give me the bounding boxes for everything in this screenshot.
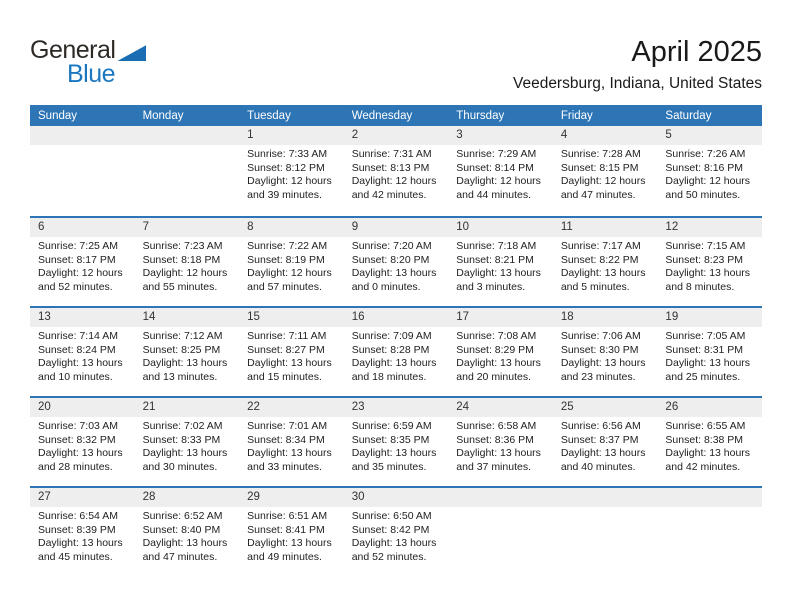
day-cell-empty: [553, 488, 658, 576]
day-cell-29: [239, 488, 344, 576]
sunset-text: Sunset: 8:17 PM: [38, 253, 116, 266]
day-header-thursday: Thursday: [456, 109, 505, 122]
day-number: 29: [239, 488, 344, 507]
day-number: 15: [239, 308, 344, 327]
day-number: 2: [344, 126, 449, 145]
day-number: 12: [657, 218, 762, 237]
sunset-text: Sunset: 8:13 PM: [351, 161, 430, 174]
daylight-text-line2: and 35 minutes.: [351, 460, 427, 473]
daylight-text-line2: and 42 minutes.: [665, 460, 741, 473]
daylight-text: Daylight: 13 hours: [247, 537, 332, 550]
sunset-text: Sunset: 8:28 PM: [351, 343, 430, 356]
sunrise-text: Sunrise: 7:05 AM: [665, 330, 746, 342]
day-cell-25: [553, 398, 658, 486]
sunset-text: Sunset: 8:15 PM: [560, 161, 639, 174]
daylight-text: Daylight: 13 hours: [351, 357, 437, 370]
sunrise-text: Sunrise: 7:02 AM: [142, 420, 223, 432]
daylight-text-line2: and 47 minutes.: [142, 550, 218, 563]
sunset-text: Sunset: 8:32 PM: [38, 433, 116, 446]
daylight-text: Daylight: 12 hours: [38, 267, 123, 280]
logo-text-general: General: [30, 36, 116, 64]
sunrise-text: Sunrise: 6:54 AM: [38, 510, 118, 522]
day-details: [135, 507, 240, 564]
day-details: [553, 327, 658, 384]
daylight-text: Daylight: 13 hours: [456, 447, 541, 460]
day-number: 7: [135, 218, 240, 237]
day-cell-empty: [135, 126, 240, 216]
day-cell-6: [30, 218, 135, 306]
daylight-text-line2: and 0 minutes.: [351, 280, 421, 293]
sunrise-text: Sunrise: 7:08 AM: [456, 330, 537, 342]
day-cell-28: [135, 488, 240, 576]
sunset-text: Sunset: 8:31 PM: [665, 343, 744, 356]
daylight-text-line2: and 23 minutes.: [560, 370, 636, 383]
day-details: [657, 327, 762, 384]
sunset-text: Sunset: 8:22 PM: [560, 253, 639, 266]
daylight-text: Daylight: 13 hours: [247, 447, 332, 460]
day-cell-13: [30, 308, 135, 396]
daylight-text-line2: and 57 minutes.: [247, 280, 322, 293]
day-cell-empty: [30, 126, 135, 216]
sunset-text: Sunset: 8:42 PM: [351, 523, 430, 536]
day-number: 23: [344, 398, 449, 417]
day-details: [30, 145, 135, 148]
sunrise-text: Sunrise: 6:56 AM: [560, 420, 641, 432]
day-number: 10: [448, 218, 553, 237]
day-cell-20: [30, 398, 135, 486]
day-details: [344, 145, 449, 202]
sunrise-text: Sunrise: 6:51 AM: [247, 510, 328, 522]
daylight-text: Daylight: 13 hours: [665, 447, 751, 460]
sunrise-text: Sunrise: 7:18 AM: [456, 240, 537, 252]
week-row: [30, 126, 762, 216]
day-details: [657, 145, 762, 202]
logo-triangle-icon: [117, 45, 146, 61]
sunrise-text: Sunrise: 6:55 AM: [665, 420, 746, 432]
sunset-text: Sunset: 8:29 PM: [456, 343, 534, 356]
day-cell-17: [448, 308, 553, 396]
day-details: [448, 327, 553, 384]
day-header-sunday: Sunday: [38, 109, 78, 122]
daylight-text-line2: and 37 minutes.: [456, 460, 531, 473]
daylight-text-line2: and 20 minutes.: [456, 370, 531, 383]
day-details: [553, 145, 658, 202]
sunrise-text: Sunrise: 7:12 AM: [142, 330, 223, 342]
sunset-text: Sunset: 8:16 PM: [665, 161, 744, 174]
day-number: 28: [135, 488, 240, 507]
sunset-text: Sunset: 8:23 PM: [665, 253, 744, 266]
sunset-text: Sunset: 8:20 PM: [351, 253, 430, 266]
day-details: [553, 237, 658, 294]
day-details: [135, 327, 240, 384]
day-details: [30, 417, 135, 474]
day-cell-5: [657, 126, 762, 216]
page-subtitle: Veedersburg, Indiana, United States: [512, 75, 762, 92]
day-number: 20: [30, 398, 135, 417]
day-details: [239, 507, 344, 564]
day-cell-24: [448, 398, 553, 486]
day-cell-19: [657, 308, 762, 396]
daylight-text-line2: and 52 minutes.: [38, 280, 113, 293]
daylight-text: Daylight: 13 hours: [665, 357, 751, 370]
sunrise-text: Sunrise: 7:28 AM: [560, 148, 641, 160]
title-block: [513, 36, 762, 93]
sunset-text: Sunset: 8:36 PM: [456, 433, 534, 446]
daylight-text: Daylight: 13 hours: [351, 267, 437, 280]
day-number: [135, 126, 240, 145]
sunset-text: Sunset: 8:24 PM: [38, 343, 116, 356]
sunrise-text: Sunrise: 6:50 AM: [351, 510, 432, 522]
day-number: 9: [344, 218, 449, 237]
day-details: [30, 327, 135, 384]
day-details: [553, 417, 658, 474]
day-cell-23: [344, 398, 449, 486]
daylight-text: Daylight: 13 hours: [38, 537, 123, 550]
sunrise-text: Sunrise: 6:58 AM: [456, 420, 537, 432]
sunset-text: Sunset: 8:38 PM: [665, 433, 744, 446]
sunrise-text: Sunrise: 7:11 AM: [247, 330, 327, 342]
sunset-text: Sunset: 8:40 PM: [142, 523, 221, 536]
sunrise-text: Sunrise: 7:06 AM: [560, 330, 641, 342]
daylight-text-line2: and 45 minutes.: [38, 550, 113, 563]
day-cell-3: [448, 126, 553, 216]
day-cell-30: [344, 488, 449, 576]
day-cell-22: [239, 398, 344, 486]
daylight-text-line2: and 30 minutes.: [142, 460, 218, 473]
sunset-text: Sunset: 8:14 PM: [456, 161, 534, 174]
day-header-monday: Monday: [142, 109, 184, 122]
daylight-text-line2: and 8 minutes.: [665, 280, 735, 293]
day-details: [448, 417, 553, 474]
day-cell-9: [344, 218, 449, 306]
daylight-text: Daylight: 13 hours: [456, 357, 541, 370]
day-cell-empty: [448, 488, 553, 576]
day-cell-1: [239, 126, 344, 216]
day-details: [344, 417, 449, 474]
sunset-text: Sunset: 8:19 PM: [247, 253, 325, 266]
calendar: [30, 105, 762, 576]
day-cell-2: [344, 126, 449, 216]
day-details: [344, 237, 449, 294]
day-number: 27: [30, 488, 135, 507]
day-number: 25: [553, 398, 658, 417]
day-details: [239, 237, 344, 294]
day-header-saturday: Saturday: [665, 109, 712, 122]
day-number: [30, 126, 135, 145]
sunrise-text: Sunrise: 7:03 AM: [38, 420, 118, 432]
day-header-friday: Friday: [560, 109, 593, 122]
daylight-text-line2: and 52 minutes.: [351, 550, 427, 563]
day-details: [448, 507, 553, 510]
sunrise-text: Sunrise: 7:31 AM: [351, 148, 432, 160]
day-details: [30, 507, 135, 564]
day-number: [553, 488, 658, 507]
daylight-text-line2: and 42 minutes.: [351, 188, 427, 201]
daylight-text-line2: and 3 minutes.: [456, 280, 526, 293]
sunset-text: Sunset: 8:41 PM: [247, 523, 325, 536]
day-details: [553, 507, 658, 510]
day-details: [448, 145, 553, 202]
day-number: 8: [239, 218, 344, 237]
day-number: 26: [657, 398, 762, 417]
day-cell-16: [344, 308, 449, 396]
sunset-text: Sunset: 8:34 PM: [247, 433, 325, 446]
week-row: [30, 486, 762, 576]
week-row: [30, 306, 762, 396]
sunrise-text: Sunrise: 7:23 AM: [142, 240, 223, 252]
day-details: [239, 417, 344, 474]
day-cell-10: [448, 218, 553, 306]
daylight-text: Daylight: 13 hours: [351, 537, 437, 550]
daylight-text-line2: and 13 minutes.: [142, 370, 218, 383]
day-cell-12: [657, 218, 762, 306]
page-title: April 2025: [631, 36, 762, 68]
logo-text-blue: Blue: [67, 60, 116, 88]
day-cell-4: [553, 126, 658, 216]
day-cell-8: [239, 218, 344, 306]
sunrise-text: Sunrise: 7:26 AM: [665, 148, 746, 160]
day-number: [448, 488, 553, 507]
daylight-text-line2: and 44 minutes.: [456, 188, 531, 201]
sunrise-text: Sunrise: 7:17 AM: [560, 240, 641, 252]
sunrise-text: Sunrise: 7:15 AM: [665, 240, 746, 252]
daylight-text-line2: and 40 minutes.: [560, 460, 636, 473]
day-number: 3: [448, 126, 553, 145]
daylight-text: Daylight: 13 hours: [142, 357, 228, 370]
daylight-text: Daylight: 13 hours: [38, 357, 123, 370]
daylight-text-line2: and 15 minutes.: [247, 370, 322, 383]
day-details: [30, 237, 135, 294]
day-cell-26: [657, 398, 762, 486]
daylight-text-line2: and 33 minutes.: [247, 460, 322, 473]
sunrise-text: Sunrise: 7:14 AM: [38, 330, 118, 342]
sunset-text: Sunset: 8:35 PM: [351, 433, 430, 446]
sunrise-text: Sunrise: 7:09 AM: [351, 330, 432, 342]
sunrise-text: Sunrise: 6:52 AM: [142, 510, 223, 522]
daylight-text-line2: and 5 minutes.: [560, 280, 630, 293]
calendar-weeks: [30, 126, 762, 576]
day-number: 1: [239, 126, 344, 145]
week-row: [30, 216, 762, 306]
sunset-text: Sunset: 8:30 PM: [560, 343, 639, 356]
day-cell-7: [135, 218, 240, 306]
day-number: 6: [30, 218, 135, 237]
day-cell-11: [553, 218, 658, 306]
daylight-text: Daylight: 12 hours: [456, 175, 541, 188]
day-number: 11: [553, 218, 658, 237]
daylight-text-line2: and 28 minutes.: [38, 460, 113, 473]
daylight-text: Daylight: 13 hours: [142, 537, 228, 550]
day-cell-27: [30, 488, 135, 576]
sunset-text: Sunset: 8:33 PM: [142, 433, 221, 446]
daylight-text: Daylight: 12 hours: [560, 175, 646, 188]
daylight-text-line2: and 10 minutes.: [38, 370, 113, 383]
sunset-text: Sunset: 8:27 PM: [247, 343, 325, 356]
day-cell-21: [135, 398, 240, 486]
day-number: 5: [657, 126, 762, 145]
day-number: 17: [448, 308, 553, 327]
day-details: [657, 237, 762, 294]
sunrise-text: Sunrise: 7:25 AM: [38, 240, 118, 252]
day-details: [448, 237, 553, 294]
day-details: [344, 327, 449, 384]
daylight-text: Daylight: 13 hours: [142, 447, 228, 460]
day-details: [657, 417, 762, 474]
day-number: 13: [30, 308, 135, 327]
day-cell-18: [553, 308, 658, 396]
day-details: [135, 237, 240, 294]
day-details: [135, 145, 240, 148]
daylight-text: Daylight: 12 hours: [351, 175, 437, 188]
day-details: [344, 507, 449, 564]
sunrise-text: Sunrise: 7:20 AM: [351, 240, 432, 252]
day-number: 22: [239, 398, 344, 417]
day-details: [239, 145, 344, 202]
sunset-text: Sunset: 8:12 PM: [247, 161, 325, 174]
sunrise-text: Sunrise: 7:22 AM: [247, 240, 328, 252]
daylight-text: Daylight: 13 hours: [560, 357, 646, 370]
daylight-text: Daylight: 12 hours: [665, 175, 751, 188]
daylight-text: Daylight: 13 hours: [247, 357, 332, 370]
daylight-text: Daylight: 13 hours: [560, 267, 646, 280]
sunset-text: Sunset: 8:39 PM: [38, 523, 116, 536]
daylight-text-line2: and 25 minutes.: [665, 370, 741, 383]
day-header-tuesday: Tuesday: [247, 109, 291, 122]
daylight-text-line2: and 50 minutes.: [665, 188, 741, 201]
daylight-text: Daylight: 13 hours: [38, 447, 123, 460]
sunset-text: Sunset: 8:18 PM: [142, 253, 221, 266]
day-details: [239, 327, 344, 384]
daylight-text: Daylight: 13 hours: [665, 267, 751, 280]
day-cell-14: [135, 308, 240, 396]
daylight-text: Daylight: 12 hours: [142, 267, 228, 280]
sunrise-text: Sunrise: 7:33 AM: [247, 148, 328, 160]
daylight-text: Daylight: 13 hours: [351, 447, 437, 460]
sunrise-text: Sunrise: 7:29 AM: [456, 148, 537, 160]
daylight-text: Daylight: 13 hours: [560, 447, 646, 460]
week-row: [30, 396, 762, 486]
calendar-day-headers: [30, 105, 762, 126]
sunrise-text: Sunrise: 6:59 AM: [351, 420, 432, 432]
sunset-text: Sunset: 8:21 PM: [456, 253, 534, 266]
day-cell-15: [239, 308, 344, 396]
day-number: [657, 488, 762, 507]
day-cell-empty: [657, 488, 762, 576]
daylight-text-line2: and 47 minutes.: [560, 188, 636, 201]
sunset-text: Sunset: 8:25 PM: [142, 343, 221, 356]
daylight-text-line2: and 18 minutes.: [351, 370, 427, 383]
day-number: 30: [344, 488, 449, 507]
daylight-text: Daylight: 12 hours: [247, 175, 332, 188]
day-number: 19: [657, 308, 762, 327]
day-details: [135, 417, 240, 474]
day-number: 21: [135, 398, 240, 417]
sunrise-text: Sunrise: 7:01 AM: [247, 420, 328, 432]
daylight-text: Daylight: 13 hours: [456, 267, 541, 280]
day-number: 24: [448, 398, 553, 417]
daylight-text-line2: and 49 minutes.: [247, 550, 322, 563]
day-number: 16: [344, 308, 449, 327]
general-blue-logo: [30, 36, 160, 88]
day-number: 4: [553, 126, 658, 145]
daylight-text-line2: and 39 minutes.: [247, 188, 322, 201]
day-number: 14: [135, 308, 240, 327]
daylight-text-line2: and 55 minutes.: [142, 280, 218, 293]
day-details: [657, 507, 762, 510]
day-header-wednesday: Wednesday: [351, 109, 413, 122]
sunset-text: Sunset: 8:37 PM: [560, 433, 639, 446]
daylight-text: Daylight: 12 hours: [247, 267, 332, 280]
day-number: 18: [553, 308, 658, 327]
